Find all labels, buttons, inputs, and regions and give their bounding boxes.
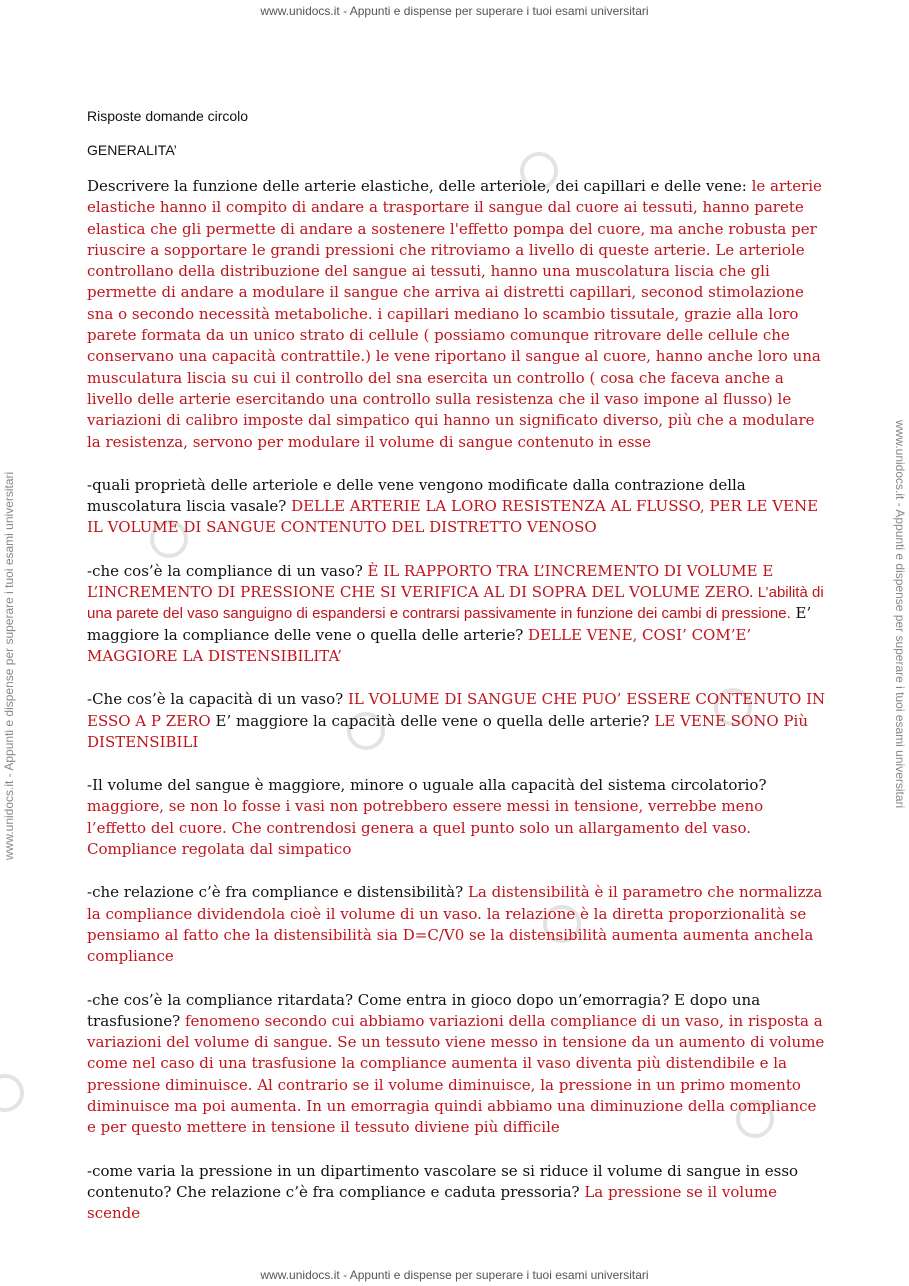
answer-text: È IL RAPPORTO TRA L’INCREMENTO DI VOLUME E L’INCREMENTO DI PRESSIONE CHE SI VERIFICA AL DI SOPRA DEL VOLUME ZERO. xyxy=(87,561,774,602)
bottom-watermark-banner: www.unidocs.it - Appunti e dispense per superare i tuoi esami universitari xyxy=(260,1268,649,1282)
qa-paragraph xyxy=(87,561,827,667)
answer-text: maggiore, se non lo fosse i vasi non potrebbero essere messi in tensione, verrebbe meno l’effetto del cuore. Che contrendosi genera a quel punto solo un allargamento del vaso. Compliance regolata dal simpatico xyxy=(87,797,764,859)
question-text: -che cos’è la compliance di un vaso? xyxy=(87,561,368,580)
question-text: -come varia la pressione in un dipartimento vascolare se si riduce il volume di sangue in esso contenuto? Che relazione c’è fra compliance e caduta pressoria? xyxy=(87,1161,799,1201)
watermark-logo-icon xyxy=(0,1074,24,1112)
answer-text: La distensibilità è il parametro che normalizza la compliance dividendola cioè il volume di un vaso. la relazione è la diretta proporzionalità se pensiamo al fatto che la distensibilità sia D=C/V0 se la distensibilità aumenta aumenta anchela compliance xyxy=(87,883,823,966)
answer-text: le arterie elastiche hanno il compito di andare a trasportare il sangue dal cuore ai tessuti, hanno parete elastica che gli permette di andare a sostenere l'effetto pompa del cuore, ma anche robusta per riuscire a sopportare le grandi pressioni che ritroviamo a livello di queste arterie. Le arteriole controllano della distribuzione del sangue ai tessuti, hanno una muscolatura liscia che gli permette di andare a modulare il sangue che arriva ai distretti capillari, seconod stimolazione sna o secondo necessità metaboliche. i capillari mediano lo scambio tissutale, grazie alla loro parete formata da un unico strato di cellule ( possiamo comunque ritrovare delle cellule che conservano una capacità contrattile.) le vene riportano il sangue al cuore, hanno anche loro una musculatura liscia su cui il controllo del sna esercita un controllo ( cosa che faceva anche a livello delle arterie esercitando una controllo sulla resistenza che il vaso impone al flusso) le variazioni di calibro imposte dal simpatico qui hanno un significato diverso, più che a modulare la resistenza, servono per modulare il volume di sangue contenuto in esse xyxy=(87,177,822,451)
question-text: E’ maggiore la capacità delle vene o quella delle arterie? xyxy=(210,711,655,730)
answer-text: DELLE ARTERIE LA LORO RESISTENZA AL FLUSSO, PER LE VENE IL VOLUME DI SANGUE CONTENUTO DEL DISTRETTO VENOSO xyxy=(87,497,819,537)
answer-text: LE VENE SONO Più DISTENSIBILI xyxy=(87,711,808,751)
qa-paragraph xyxy=(87,882,827,967)
answer-text: DELLE VENE, COSI’ COM’E’ MAGGIORE LA DISTENSIBILITA’ xyxy=(87,625,752,665)
question-text: -quali proprietà delle arteriole e delle vene vengono modificate dalla contrazione della muscolatura liscia vasale? xyxy=(87,475,746,516)
question-text: E’ maggiore la compliance delle vene o quella delle arterie? xyxy=(87,604,812,644)
qa-paragraph xyxy=(87,475,827,539)
question-text: -Il volume del sangue è maggiore, minore o uguale alla capacità del sistema circolatorio? xyxy=(87,776,767,795)
left-side-watermark: www.unidocs.it - Appunti e dispense per superare i tuoi esami universitari xyxy=(2,471,16,860)
top-watermark-banner: www.unidocs.it - Appunti e dispense per superare i tuoi esami universitari xyxy=(260,4,649,18)
qa-paragraph xyxy=(87,775,827,860)
question-text: Descrivere la funzione delle arterie elastiche, delle arteriole, dei capillari e delle vene: xyxy=(87,177,752,195)
document-title: Risposte domande circolo xyxy=(87,108,249,124)
section-heading: GENERALITA’ xyxy=(87,142,177,158)
qa-paragraph xyxy=(87,176,827,453)
answer-definition-text: L’abilità di una parete del vaso sanguigno di espandersi e contrarsi passivamente in funzione dei cambi di pressione. xyxy=(87,584,824,623)
question-text: -Che cos’è la capacità di un vaso? xyxy=(87,690,348,709)
qa-paragraph xyxy=(87,1161,827,1225)
answer-text: fenomeno secondo cui abbiamo variazioni della compliance di un vaso, in risposta a variazioni del volume di sangue. Se un tessuto viene messo in tensione da un aumento di volume come nel caso di una trasfusione la compliance aumenta il vaso diventa più distendibile e la pressione diminuisce. Al contrario se il volume diminuisce, la pressione in un primo momento diminuisce ma poi aumenta. In un emorragia quindi abbiamo una diminuzione della compliance e per questo mettere in tensione il tessuto diviene più difficile xyxy=(87,1011,825,1137)
question-text: -che cos’è la compliance ritardata? Come entra in gioco dopo un’emorragia? E dopo una trasfusione? xyxy=(87,990,761,1030)
qa-paragraph xyxy=(87,990,827,1139)
answer-text: La pressione se il volume scende xyxy=(87,1182,777,1223)
qa-paragraph xyxy=(87,689,827,753)
answer-text: IL VOLUME DI SANGUE CHE PUO’ ESSERE CONTENUTO IN ESSO A P ZERO xyxy=(87,690,826,730)
document-body xyxy=(87,106,827,1246)
right-side-watermark: www.unidocs.it - Appunti e dispense per superare i tuoi esami universitari xyxy=(893,420,907,809)
question-text: -che relazione c’è fra compliance e distensibilità? xyxy=(87,883,468,902)
